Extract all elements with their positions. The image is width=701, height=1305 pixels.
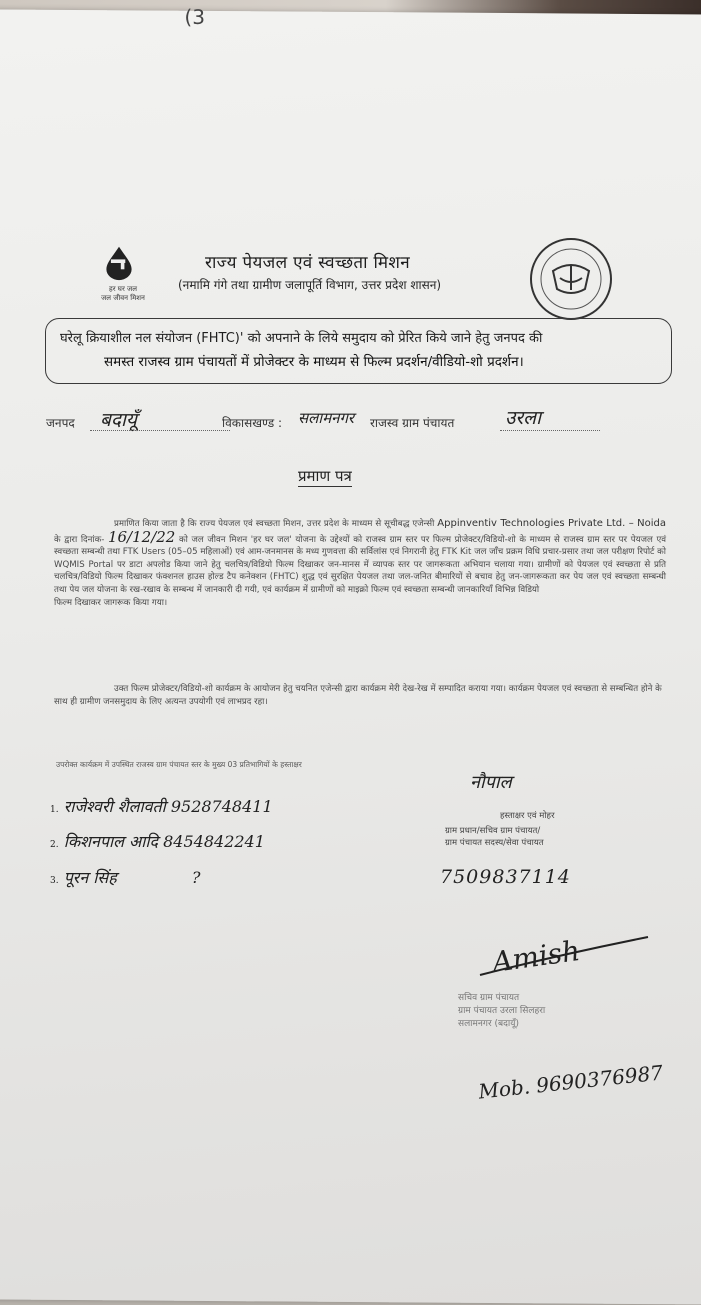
- participant-number: 3.: [50, 876, 59, 886]
- participant-entry: राजेश्वरी शैलावती 9528748411: [63, 797, 273, 816]
- signatory-role-1: ग्राम प्रधान/सचिव ग्राम पंचायत/: [445, 826, 541, 836]
- janpad-value: बदायूँ: [100, 409, 137, 431]
- para1-date-label: के द्वारा दिनांक-: [54, 534, 105, 545]
- secretary-mobile: Mob. 9690376987: [477, 1060, 665, 1104]
- participant-entry: किशनपाल आदि 8454842241: [63, 832, 265, 851]
- mission-title: राज्य पेयजल एवं स्वच्छता मिशन: [205, 253, 410, 273]
- mission-subtitle: (नमामि गंगे तथा ग्रामीण जलापूर्ति विभाग, उत्तर प्रदेश शासन): [178, 278, 442, 292]
- page-corner-mark: (3: [184, 4, 206, 29]
- stamp-label: हस्ताक्षर एवं मोहर: [500, 811, 555, 821]
- vikaskhand-value: सलामनगर: [298, 409, 355, 427]
- secretary-stamp-line-1: सचिव ग्राम पंचायत: [458, 993, 520, 1003]
- gram-panchayat-value: उरला: [505, 407, 541, 429]
- participant-row-2: [50, 830, 265, 852]
- para1-closing: फिल्म दिखाकर जागरूक किया गया।: [54, 597, 168, 608]
- document-page: [0, 4, 701, 1304]
- secretary-stamp-line-3: सलामनगर (बदायूँ): [458, 1019, 519, 1029]
- signatory-phone: 7509837114: [440, 866, 571, 888]
- participant-extra: ?: [191, 868, 201, 887]
- banner-line-1: घरेलू क्रियाशील नल संयोजन (FHTC)' को अपनाने के लिये समुदाय को प्रेरित किये जाने हेतु जनपद की: [60, 331, 543, 346]
- har-ghar-jal-logo: [95, 245, 155, 303]
- banner-line-2: समस्त राजस्व ग्राम पंचायतों में प्रोजेक्टर के माध्यम से फिल्म प्रदर्शन/वीडियो-शो प्रदर्शन।: [104, 354, 524, 370]
- participant-number: 2.: [50, 840, 59, 850]
- certificate-paragraph-2: उक्त फिल्म प्रोजेक्टर/विडियो-शो कार्यक्रम के आयोजन हेतु चयनित एजेन्सी द्वारा कार्यक्रम मेरी देख-रेख में सम्पादित कराया गया। कार्यक्रम पेयजल एवं स्वच्छता से सम्बन्धित होने के साथ ही ग्रामीण जनसमुदाय के लिए अत्यन्त उपयोगी एवं लाभप्रद रहा।: [54, 684, 662, 707]
- program-date: 16/12/22: [107, 527, 176, 546]
- secretary-stamp-line-2: ग्राम पंचायत उरला सिलहरा: [458, 1006, 546, 1016]
- signature-stroke-icon: [478, 935, 653, 980]
- participant-row-3: [50, 866, 200, 888]
- para1-body: को जल जीवन मिशन 'हर घर जल' योजना के उद्देश्यों को राजस्व ग्राम स्तर पर फिल्म प्रोजेक्टर/विडियो-शो के माध्यम से राजस्व ग्राम स्तर पर पेयजल एवं स्वच्छता सम्बन्धी तथा FTK Users (05–05 महिलाओं) एवं आम-जनमानस के मध्य गुणवत्ता की सर्विलांस एवं निगरानी हेतु FTK Kit जल जाँच प्रक्रम विधि प्रचार-प्रसार तथा जल परीक्षण रिपोर्ट को WQMIS Portal पर डाटा अपलोड किया जाने हेतु चलचित्र/विडियो फिल्म दिखाकर जन-मानस में व्यापक स्तर पर जागरूकता अभियान चलाया गया। ग्रामीणों को पेयजल एवं स्वच्छता से प्रति चलचित्र/विडियो फिल्म दिखाकर फंक्शनल हाउस होल्ड टैप कनेक्शन (FHTC) शुद्ध एवं सुरक्षित पेयजल तथा जल-जनित बीमारियों से बचाव हेतु जन-जागरूकता कर पेय जल एवं स्वच्छता सम्बन्धी तथा पेय जल योजना के रख-रखाव के सम्बन्ध में जानकारी दी गयी, एवं कार्यक्रम में ग्रामीणों को माइक्रो फिल्म एवं स्वच्छता सम्बन्धी जानकारियाँ विभिन्न विडियो: [54, 534, 666, 595]
- secretary-signature: Amish: [490, 934, 583, 979]
- participant-row-1: [50, 795, 273, 817]
- participants-heading: उपरोक्त कार्यक्रम में उपस्थित राजस्व ग्राम पंचायत स्तर के मुख्य 03 प्रतिभागियों के हस्ताक्षर: [56, 760, 302, 769]
- certificate-title: प्रमाण पत्र: [298, 467, 352, 485]
- signatory-role-2: ग्राम पंचायत सदस्य/सेवा पंचायत: [445, 838, 544, 848]
- participant-entry: पूरन सिंह: [63, 868, 117, 887]
- logo-caption: हर घर जल जल जीवन मिशन: [101, 285, 145, 302]
- para1-intro: प्रमाणित किया जाता है कि राज्य पेयजल एवं स्वच्छता मिशन, उत्तर प्रदेश के माध्यम से सूचीबद्ध एजेन्सी: [114, 519, 435, 529]
- pradhan-signature: नौपाल: [470, 772, 512, 793]
- janpad-label: जनपद: [46, 416, 75, 430]
- certificate-paragraph-1: [54, 518, 666, 609]
- janpad-dotline: [90, 430, 230, 431]
- up-government-emblem-icon: [528, 236, 614, 322]
- water-drop-icon: [101, 245, 137, 281]
- gram-panchayat-label: राजस्व ग्राम पंचायत: [370, 416, 455, 430]
- agency-name: Appinventiv Technologies Private Ltd. – Noida: [437, 518, 666, 529]
- program-banner: [45, 318, 672, 384]
- participant-number: 1.: [50, 805, 59, 815]
- vikaskhand-label: विकासखण्ड :: [222, 416, 283, 430]
- gram-dotline: [500, 430, 600, 431]
